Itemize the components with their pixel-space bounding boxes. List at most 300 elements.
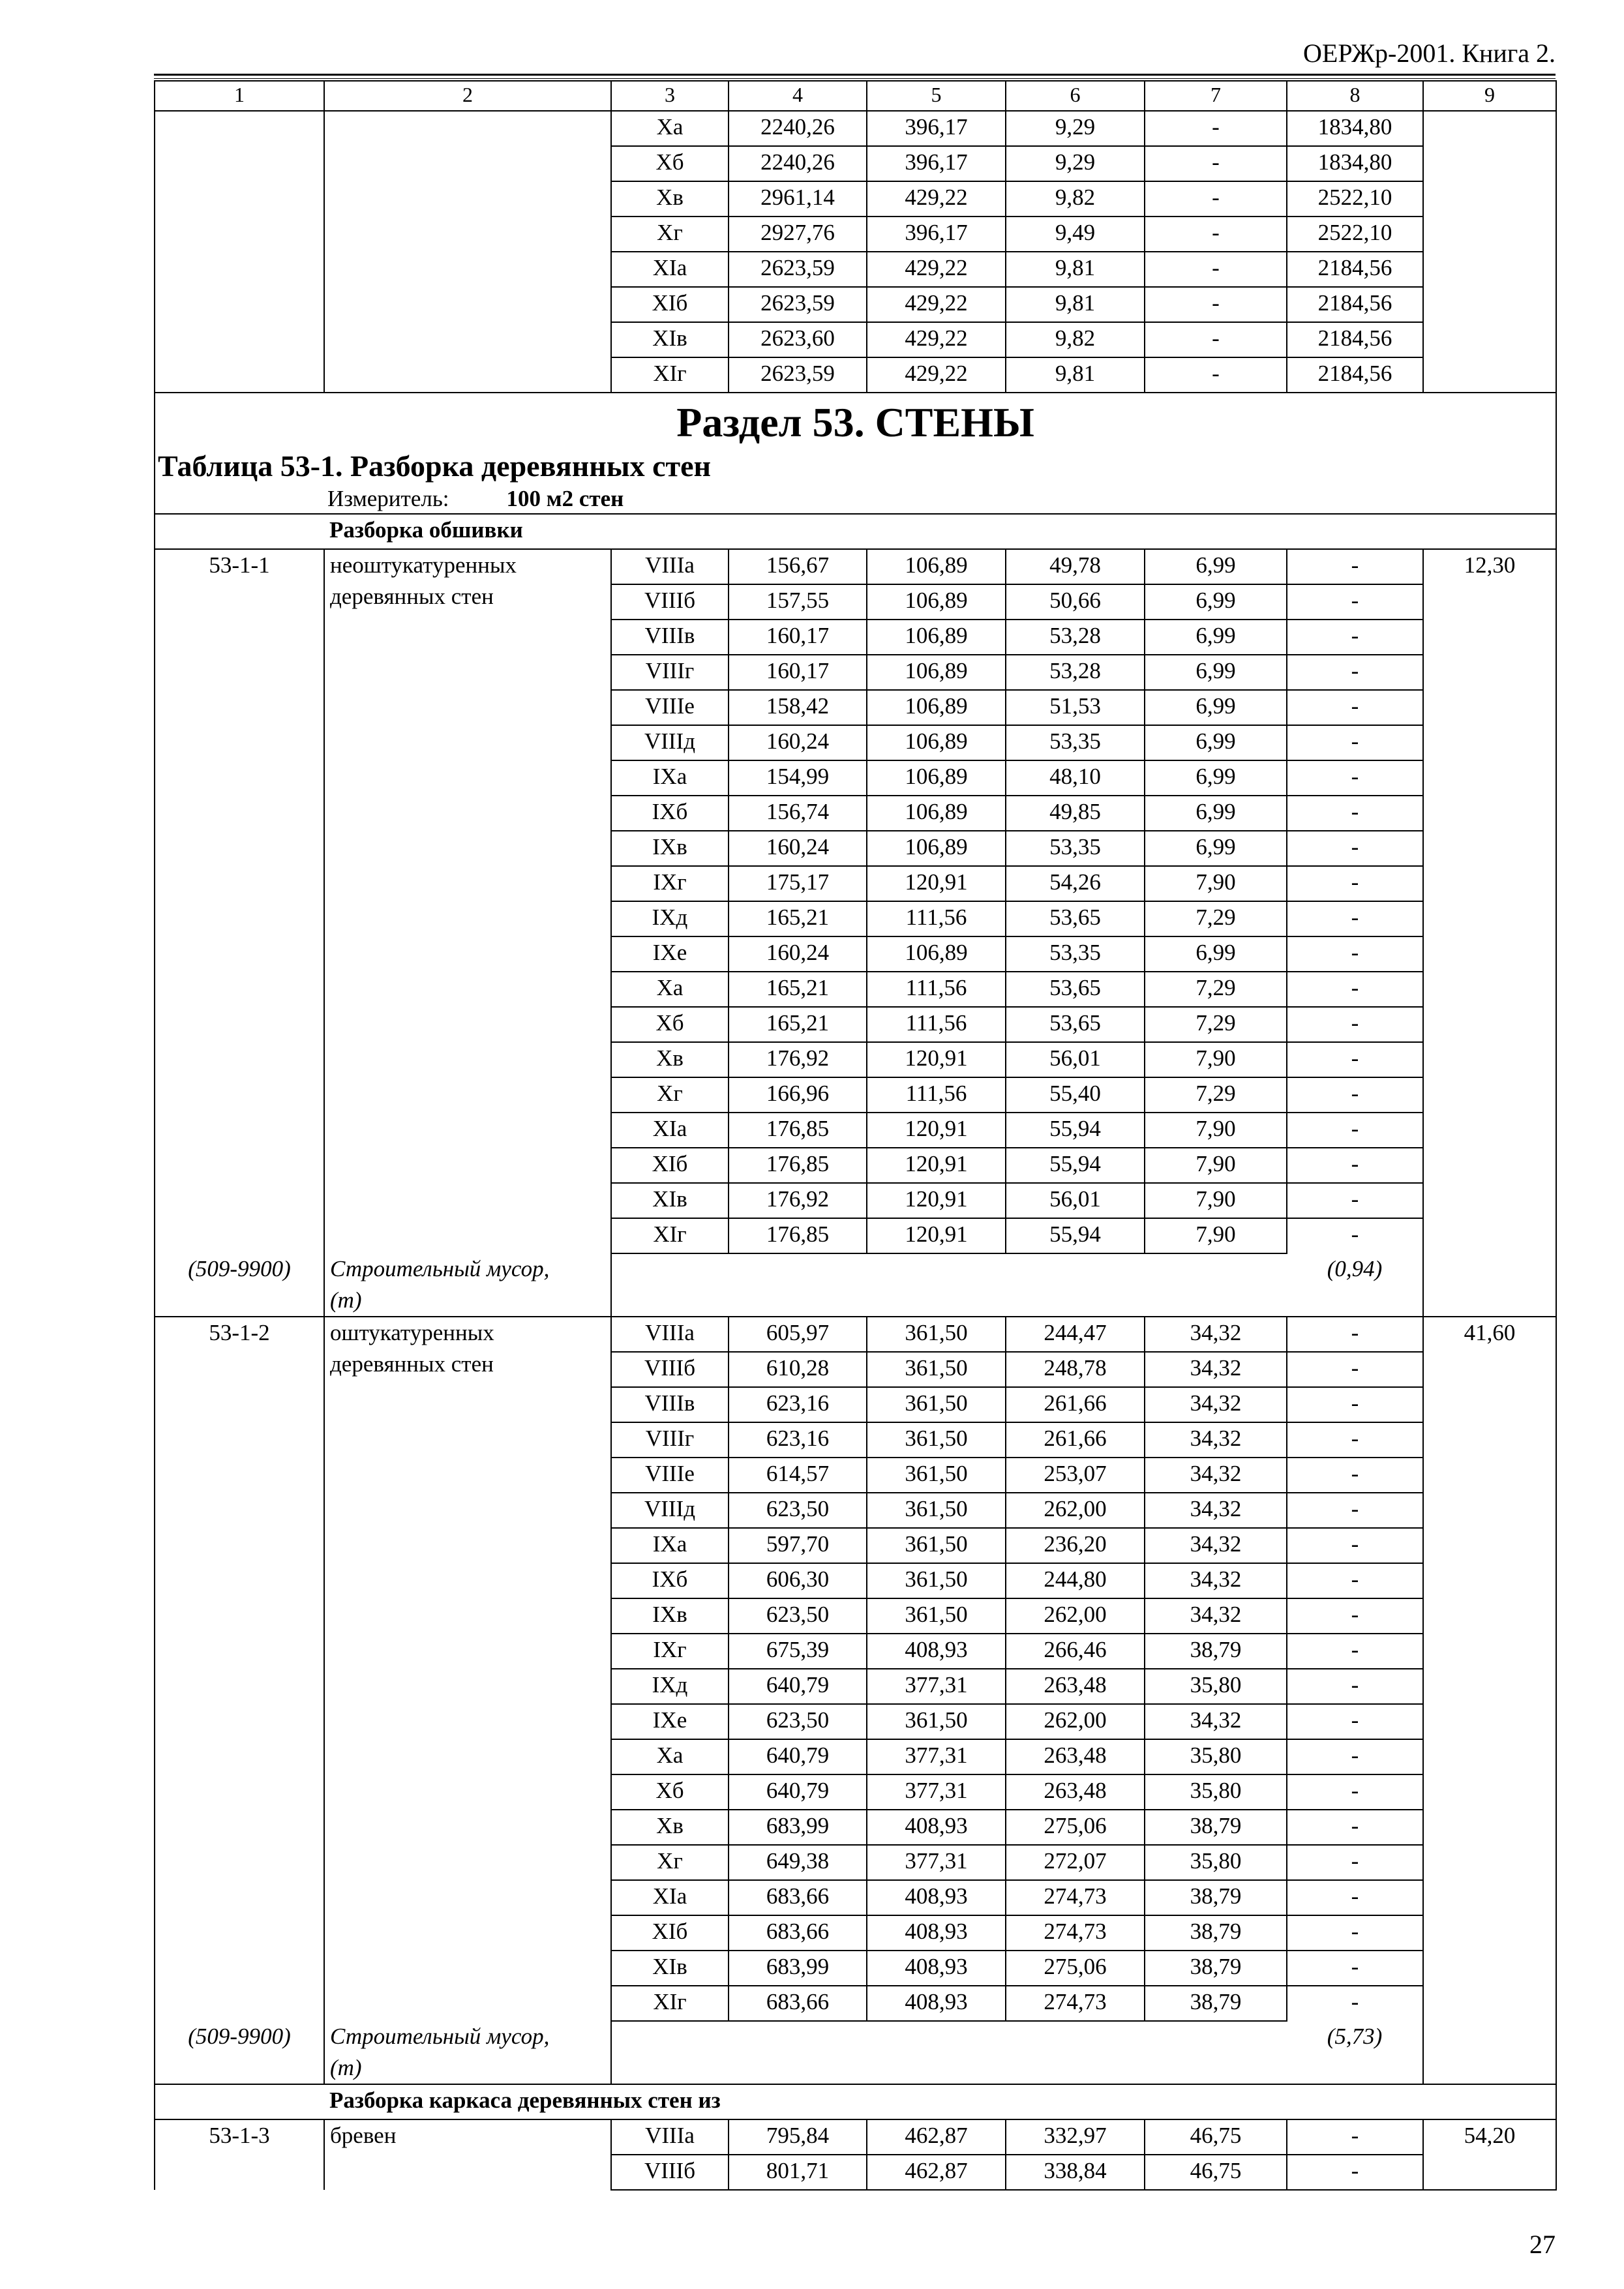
value-cell: 35,80 bbox=[1145, 1774, 1287, 1810]
value-cell: 597,70 bbox=[729, 1528, 867, 1563]
section-header-row bbox=[155, 393, 1556, 514]
value-cell: 683,99 bbox=[729, 1951, 867, 1986]
value-cell: 106,89 bbox=[867, 690, 1006, 725]
value-cell: 7,90 bbox=[1145, 1183, 1287, 1218]
value-cell: VIIIa bbox=[611, 2119, 729, 2155]
value-cell: 649,38 bbox=[729, 1845, 867, 1880]
value-cell: 2184,56 bbox=[1287, 357, 1423, 393]
value-cell: 53,28 bbox=[1006, 620, 1145, 655]
value-cell: 50,66 bbox=[1006, 584, 1145, 620]
value-cell: VIIIб bbox=[611, 2155, 729, 2190]
value-cell: 106,89 bbox=[867, 620, 1006, 655]
value-cell: 56,01 bbox=[1006, 1183, 1145, 1218]
value-cell: 2623,59 bbox=[729, 252, 867, 287]
value-cell: - bbox=[1287, 1598, 1423, 1634]
column-number: 5 bbox=[867, 81, 1006, 111]
value-cell: XIa bbox=[611, 1113, 729, 1148]
column-number: 4 bbox=[729, 81, 867, 111]
value-cell: 160,17 bbox=[729, 655, 867, 690]
value-cell: 9,82 bbox=[1006, 181, 1145, 217]
value-cell: 55,94 bbox=[1006, 1113, 1145, 1148]
value-cell: 6,99 bbox=[1145, 620, 1287, 655]
value-cell: 2623,59 bbox=[729, 287, 867, 322]
value-cell: - bbox=[1287, 831, 1423, 866]
value-cell: 176,85 bbox=[729, 1148, 867, 1183]
value-cell: 111,56 bbox=[867, 972, 1006, 1007]
waste-value: (0,94) bbox=[1287, 1253, 1423, 1317]
value-cell: 34,32 bbox=[1145, 1352, 1287, 1387]
value-cell: 106,89 bbox=[867, 549, 1006, 584]
value-cell: 175,17 bbox=[729, 866, 867, 901]
value-cell: 35,80 bbox=[1145, 1739, 1287, 1774]
value-cell: - bbox=[1287, 549, 1423, 584]
value-cell: 34,32 bbox=[1145, 1493, 1287, 1528]
value-cell: 7,90 bbox=[1145, 1148, 1287, 1183]
value-cell: XIa bbox=[611, 252, 729, 287]
value-cell: 408,93 bbox=[867, 1951, 1006, 1986]
column-number-row bbox=[155, 81, 1556, 111]
value-cell: 38,79 bbox=[1145, 1915, 1287, 1951]
value-cell: 244,80 bbox=[1006, 1563, 1145, 1598]
value-cell: 2184,56 bbox=[1287, 252, 1423, 287]
value-cell: 120,91 bbox=[867, 1042, 1006, 1077]
value-cell: - bbox=[1287, 725, 1423, 760]
column-number: 3 bbox=[611, 81, 729, 111]
value-cell: Xб bbox=[611, 1774, 729, 1810]
value-cell: 408,93 bbox=[867, 1986, 1006, 2021]
value-cell: - bbox=[1145, 146, 1287, 181]
item-name-line: деревянных стен bbox=[330, 584, 494, 609]
value-cell: 266,46 bbox=[1006, 1634, 1145, 1669]
value-cell: 46,75 bbox=[1145, 2155, 1287, 2190]
value-cell: 34,32 bbox=[1145, 1598, 1287, 1634]
value-cell: IXв bbox=[611, 1598, 729, 1634]
empty-cell bbox=[611, 1253, 1145, 1317]
value-cell: 53,65 bbox=[1006, 1007, 1145, 1042]
value-cell: 6,99 bbox=[1145, 796, 1287, 831]
value-cell: 9,49 bbox=[1006, 217, 1145, 252]
value-cell: 111,56 bbox=[867, 1007, 1006, 1042]
item-name-line: оштукатуренных bbox=[330, 1320, 494, 1345]
column-number: 1 bbox=[155, 81, 324, 111]
value-cell: - bbox=[1287, 1634, 1423, 1669]
value-cell: 429,22 bbox=[867, 181, 1006, 217]
value-cell: Xв bbox=[611, 1042, 729, 1077]
value-cell: VIIIe bbox=[611, 690, 729, 725]
value-cell: - bbox=[1287, 760, 1423, 796]
value-cell: 156,74 bbox=[729, 796, 867, 831]
column-number: 6 bbox=[1006, 81, 1145, 111]
value-cell: 158,42 bbox=[729, 690, 867, 725]
value-cell: 429,22 bbox=[867, 287, 1006, 322]
value-cell: - bbox=[1287, 1317, 1423, 1352]
value-cell: 377,31 bbox=[867, 1845, 1006, 1880]
value-cell: 2184,56 bbox=[1287, 322, 1423, 357]
code-cell bbox=[155, 2084, 324, 2119]
value-cell: - bbox=[1287, 584, 1423, 620]
item-name-line: неоштукатуренных bbox=[330, 552, 517, 578]
value-cell: 34,32 bbox=[1145, 1387, 1287, 1422]
value-cell: - bbox=[1287, 796, 1423, 831]
value-cell: XIa bbox=[611, 1880, 729, 1915]
value-cell: 640,79 bbox=[729, 1774, 867, 1810]
value-cell: XIб bbox=[611, 1148, 729, 1183]
value-cell: IXa bbox=[611, 1528, 729, 1563]
page-number: 27 bbox=[1529, 2230, 1556, 2259]
value-cell: 640,79 bbox=[729, 1739, 867, 1774]
value-cell: 623,16 bbox=[729, 1387, 867, 1422]
value-cell: 396,17 bbox=[867, 217, 1006, 252]
value-cell: 120,91 bbox=[867, 1148, 1006, 1183]
value-cell: Xв bbox=[611, 181, 729, 217]
value-cell: IXб bbox=[611, 1563, 729, 1598]
value-cell: 1834,80 bbox=[1287, 111, 1423, 146]
value-cell: 6,99 bbox=[1145, 549, 1287, 584]
value-cell: 2522,10 bbox=[1287, 217, 1423, 252]
value-cell: - bbox=[1287, 1148, 1423, 1183]
column-number: 8 bbox=[1287, 81, 1423, 111]
value-cell: 53,35 bbox=[1006, 725, 1145, 760]
waste-code: (509-9900) bbox=[155, 2021, 324, 2084]
value-cell: VIIIa bbox=[611, 549, 729, 584]
value-cell: - bbox=[1287, 1739, 1423, 1774]
value-cell: XIб bbox=[611, 1915, 729, 1951]
value-cell: - bbox=[1287, 1007, 1423, 1042]
value-cell: 111,56 bbox=[867, 901, 1006, 936]
col9-cell: 12,30 bbox=[1423, 549, 1556, 1317]
item-name bbox=[324, 549, 611, 1253]
value-cell: 160,17 bbox=[729, 620, 867, 655]
value-cell: VIIIa bbox=[611, 1317, 729, 1352]
value-cell: 38,79 bbox=[1145, 1810, 1287, 1845]
value-cell: 263,48 bbox=[1006, 1774, 1145, 1810]
value-cell: 795,84 bbox=[729, 2119, 867, 2155]
value-cell: 9,81 bbox=[1006, 252, 1145, 287]
value-cell: 261,66 bbox=[1006, 1387, 1145, 1422]
value-cell: - bbox=[1287, 1352, 1423, 1387]
measure-value: 100 м2 стен bbox=[506, 486, 624, 511]
value-cell: 6,99 bbox=[1145, 760, 1287, 796]
value-cell: 2522,10 bbox=[1287, 181, 1423, 217]
value-cell: 2184,56 bbox=[1287, 287, 1423, 322]
value-cell: 34,32 bbox=[1145, 1563, 1287, 1598]
value-cell: XIб bbox=[611, 287, 729, 322]
value-cell: 610,28 bbox=[729, 1352, 867, 1387]
value-cell: 53,35 bbox=[1006, 831, 1145, 866]
value-cell: - bbox=[1145, 287, 1287, 322]
value-cell: Xa bbox=[611, 1739, 729, 1774]
value-cell: 49,78 bbox=[1006, 549, 1145, 584]
value-cell: Xa bbox=[611, 972, 729, 1007]
value-cell: 53,35 bbox=[1006, 936, 1145, 972]
value-cell: 462,87 bbox=[867, 2155, 1006, 2190]
measure-label: Измеритель: bbox=[327, 486, 449, 511]
value-cell: IXд bbox=[611, 901, 729, 936]
value-cell: VIIIд bbox=[611, 1493, 729, 1528]
value-cell: - bbox=[1287, 620, 1423, 655]
waste-name-line: Строительный мусор, bbox=[330, 1256, 550, 1281]
value-cell: 34,32 bbox=[1145, 1458, 1287, 1493]
value-cell: 605,97 bbox=[729, 1317, 867, 1352]
value-cell: 683,66 bbox=[729, 1915, 867, 1951]
value-cell: VIIIб bbox=[611, 584, 729, 620]
value-cell: - bbox=[1287, 1915, 1423, 1951]
value-cell: 157,55 bbox=[729, 584, 867, 620]
value-cell: 106,89 bbox=[867, 655, 1006, 690]
value-cell: 262,00 bbox=[1006, 1598, 1145, 1634]
page-header: ОЕРЖр-2001. Книга 2. bbox=[1303, 38, 1556, 68]
value-cell: 408,93 bbox=[867, 1810, 1006, 1845]
item-name bbox=[324, 2119, 611, 2190]
value-cell: - bbox=[1287, 1422, 1423, 1458]
value-cell: 683,66 bbox=[729, 1986, 867, 2021]
value-cell: 408,93 bbox=[867, 1915, 1006, 1951]
value-cell: 614,57 bbox=[729, 1458, 867, 1493]
value-cell: 106,89 bbox=[867, 725, 1006, 760]
value-cell: 361,50 bbox=[867, 1704, 1006, 1739]
value-cell: - bbox=[1145, 217, 1287, 252]
item-name-line: деревянных стен bbox=[330, 1351, 494, 1377]
value-cell: - bbox=[1145, 357, 1287, 393]
value-cell: 6,99 bbox=[1145, 936, 1287, 972]
waste-name bbox=[324, 2021, 611, 2084]
value-cell: 154,99 bbox=[729, 760, 867, 796]
value-cell: 675,39 bbox=[729, 1634, 867, 1669]
header-rule bbox=[154, 74, 1556, 76]
value-cell: 53,65 bbox=[1006, 901, 1145, 936]
waste-name-line: (т) bbox=[330, 1287, 362, 1313]
group-title: Разборка обшивки bbox=[324, 514, 1556, 549]
value-cell: - bbox=[1287, 1528, 1423, 1563]
value-cell: XIв bbox=[611, 1951, 729, 1986]
value-cell: 120,91 bbox=[867, 1113, 1006, 1148]
value-cell: 7,90 bbox=[1145, 1218, 1287, 1253]
value-cell: 274,73 bbox=[1006, 1915, 1145, 1951]
value-cell: 2961,14 bbox=[729, 181, 867, 217]
value-cell: 165,21 bbox=[729, 972, 867, 1007]
empty-cell bbox=[1145, 1253, 1287, 1317]
value-cell: - bbox=[1287, 901, 1423, 936]
value-cell: 46,75 bbox=[1145, 2119, 1287, 2155]
header-rule-thin bbox=[154, 78, 1556, 79]
value-cell: 35,80 bbox=[1145, 1669, 1287, 1704]
measure-line bbox=[158, 485, 1553, 513]
value-cell: - bbox=[1287, 972, 1423, 1007]
value-cell: XIг bbox=[611, 1986, 729, 2021]
value-cell: 55,94 bbox=[1006, 1148, 1145, 1183]
value-cell: VIIIд bbox=[611, 725, 729, 760]
value-cell: 253,07 bbox=[1006, 1458, 1145, 1493]
value-cell: VIIIб bbox=[611, 1352, 729, 1387]
value-cell: 7,90 bbox=[1145, 1042, 1287, 1077]
value-cell: 120,91 bbox=[867, 1218, 1006, 1253]
value-cell: - bbox=[1287, 1845, 1423, 1880]
value-cell: - bbox=[1145, 252, 1287, 287]
value-cell: 38,79 bbox=[1145, 1880, 1287, 1915]
value-cell: 396,17 bbox=[867, 146, 1006, 181]
value-cell: 53,65 bbox=[1006, 972, 1145, 1007]
value-cell: 9,29 bbox=[1006, 111, 1145, 146]
code-cell bbox=[155, 111, 324, 393]
column-number: 2 bbox=[324, 81, 611, 111]
value-cell: 55,40 bbox=[1006, 1077, 1145, 1113]
value-cell: 462,87 bbox=[867, 2119, 1006, 2155]
value-cell: 623,50 bbox=[729, 1493, 867, 1528]
value-cell: IXв bbox=[611, 831, 729, 866]
value-cell: 361,50 bbox=[867, 1422, 1006, 1458]
value-cell: 361,50 bbox=[867, 1352, 1006, 1387]
value-cell: 361,50 bbox=[867, 1563, 1006, 1598]
value-cell: VIIIв bbox=[611, 620, 729, 655]
value-cell: 361,50 bbox=[867, 1387, 1006, 1422]
value-cell: 9,82 bbox=[1006, 322, 1145, 357]
value-cell: - bbox=[1287, 936, 1423, 972]
value-cell: 111,56 bbox=[867, 1077, 1006, 1113]
value-cell: XIг bbox=[611, 1218, 729, 1253]
value-cell: 34,32 bbox=[1145, 1704, 1287, 1739]
name-cell bbox=[324, 111, 611, 393]
value-cell: VIIIe bbox=[611, 1458, 729, 1493]
waste-value: (5,73) bbox=[1287, 2021, 1423, 2084]
value-cell: 176,92 bbox=[729, 1183, 867, 1218]
value-cell: 361,50 bbox=[867, 1458, 1006, 1493]
value-cell: 338,84 bbox=[1006, 2155, 1145, 2190]
value-cell: 1834,80 bbox=[1287, 146, 1423, 181]
value-cell: 106,89 bbox=[867, 584, 1006, 620]
value-cell: - bbox=[1287, 1458, 1423, 1493]
value-cell: - bbox=[1287, 1563, 1423, 1598]
value-cell: 361,50 bbox=[867, 1317, 1006, 1352]
value-cell: - bbox=[1287, 1218, 1423, 1253]
table-row bbox=[155, 549, 1556, 584]
value-cell: - bbox=[1287, 1880, 1423, 1915]
value-cell: 166,96 bbox=[729, 1077, 867, 1113]
value-cell: 49,85 bbox=[1006, 796, 1145, 831]
value-cell: - bbox=[1287, 1810, 1423, 1845]
value-cell: 156,67 bbox=[729, 549, 867, 584]
value-cell: - bbox=[1287, 1493, 1423, 1528]
value-cell: Xг bbox=[611, 1845, 729, 1880]
value-cell: 262,00 bbox=[1006, 1704, 1145, 1739]
value-cell: 623,50 bbox=[729, 1704, 867, 1739]
value-cell: 9,29 bbox=[1006, 146, 1145, 181]
value-cell: - bbox=[1287, 2119, 1423, 2155]
col9-cell: 41,60 bbox=[1423, 1317, 1556, 2084]
table-row bbox=[155, 2119, 1556, 2155]
value-cell: - bbox=[1287, 655, 1423, 690]
value-cell: 236,20 bbox=[1006, 1528, 1145, 1563]
value-cell: 361,50 bbox=[867, 1493, 1006, 1528]
value-cell: 2623,60 bbox=[729, 322, 867, 357]
value-cell: 106,89 bbox=[867, 796, 1006, 831]
empty-cell bbox=[1145, 2021, 1287, 2084]
value-cell: 640,79 bbox=[729, 1669, 867, 1704]
value-cell: 6,99 bbox=[1145, 725, 1287, 760]
value-cell: 2927,76 bbox=[729, 217, 867, 252]
value-cell: 263,48 bbox=[1006, 1739, 1145, 1774]
table-title: Таблица 53-1. Разборка деревянных стен bbox=[158, 449, 712, 483]
value-cell: XIв bbox=[611, 1183, 729, 1218]
value-cell: IXa bbox=[611, 760, 729, 796]
value-cell: - bbox=[1287, 1669, 1423, 1704]
price-table bbox=[154, 80, 1557, 2191]
value-cell: - bbox=[1287, 1704, 1423, 1739]
value-cell: 7,29 bbox=[1145, 972, 1287, 1007]
value-cell: - bbox=[1287, 1113, 1423, 1148]
value-cell: - bbox=[1287, 1183, 1423, 1218]
value-cell: 176,92 bbox=[729, 1042, 867, 1077]
waste-name-line: Строительный мусор, bbox=[330, 2024, 550, 2049]
value-cell: 34,32 bbox=[1145, 1317, 1287, 1352]
value-cell: 120,91 bbox=[867, 866, 1006, 901]
value-cell: 261,66 bbox=[1006, 1422, 1145, 1458]
value-cell: 606,30 bbox=[729, 1563, 867, 1598]
value-cell: 35,80 bbox=[1145, 1845, 1287, 1880]
value-cell: 7,29 bbox=[1145, 1077, 1287, 1113]
table-row bbox=[155, 1317, 1556, 1352]
value-cell: 160,24 bbox=[729, 831, 867, 866]
value-cell: - bbox=[1287, 2155, 1423, 2190]
value-cell: - bbox=[1145, 111, 1287, 146]
value-cell: - bbox=[1287, 1774, 1423, 1810]
code-cell bbox=[155, 514, 324, 549]
value-cell: - bbox=[1287, 1986, 1423, 2021]
section-header-cell bbox=[155, 393, 1556, 514]
value-cell: Xв bbox=[611, 1810, 729, 1845]
value-cell: VIIIг bbox=[611, 1422, 729, 1458]
table-row bbox=[155, 111, 1556, 146]
col9-cell: 54,20 bbox=[1423, 2119, 1556, 2190]
value-cell: 106,89 bbox=[867, 760, 1006, 796]
value-cell: XIг bbox=[611, 357, 729, 393]
value-cell: 6,99 bbox=[1145, 584, 1287, 620]
value-cell: 165,21 bbox=[729, 1007, 867, 1042]
value-cell: IXд bbox=[611, 1669, 729, 1704]
value-cell: 2240,26 bbox=[729, 111, 867, 146]
value-cell: 48,10 bbox=[1006, 760, 1145, 796]
value-cell: 361,50 bbox=[867, 1598, 1006, 1634]
value-cell: 106,89 bbox=[867, 936, 1006, 972]
value-cell: 51,53 bbox=[1006, 690, 1145, 725]
value-cell: 396,17 bbox=[867, 111, 1006, 146]
value-cell: IXe bbox=[611, 1704, 729, 1739]
value-cell: 263,48 bbox=[1006, 1669, 1145, 1704]
value-cell: 429,22 bbox=[867, 252, 1006, 287]
value-cell: 38,79 bbox=[1145, 1951, 1287, 1986]
column-number: 7 bbox=[1145, 81, 1287, 111]
empty-cell bbox=[611, 2021, 1145, 2084]
value-cell: 38,79 bbox=[1145, 1634, 1287, 1669]
value-cell: 623,16 bbox=[729, 1422, 867, 1458]
value-cell: - bbox=[1145, 322, 1287, 357]
value-cell: 106,89 bbox=[867, 831, 1006, 866]
value-cell: 7,90 bbox=[1145, 866, 1287, 901]
value-cell: 55,94 bbox=[1006, 1218, 1145, 1253]
group-title: Разборка каркаса деревянных стен из bbox=[324, 2084, 1556, 2119]
group-title-row bbox=[155, 2084, 1556, 2119]
value-cell: 6,99 bbox=[1145, 690, 1287, 725]
value-cell: 244,47 bbox=[1006, 1317, 1145, 1352]
value-cell: - bbox=[1287, 1387, 1423, 1422]
value-cell: 176,85 bbox=[729, 1218, 867, 1253]
value-cell: 176,85 bbox=[729, 1113, 867, 1148]
item-name bbox=[324, 1317, 611, 2021]
value-cell: VIIIв bbox=[611, 1387, 729, 1422]
value-cell: - bbox=[1287, 866, 1423, 901]
value-cell: VIIIг bbox=[611, 655, 729, 690]
value-cell: 683,66 bbox=[729, 1880, 867, 1915]
value-cell: 165,21 bbox=[729, 901, 867, 936]
